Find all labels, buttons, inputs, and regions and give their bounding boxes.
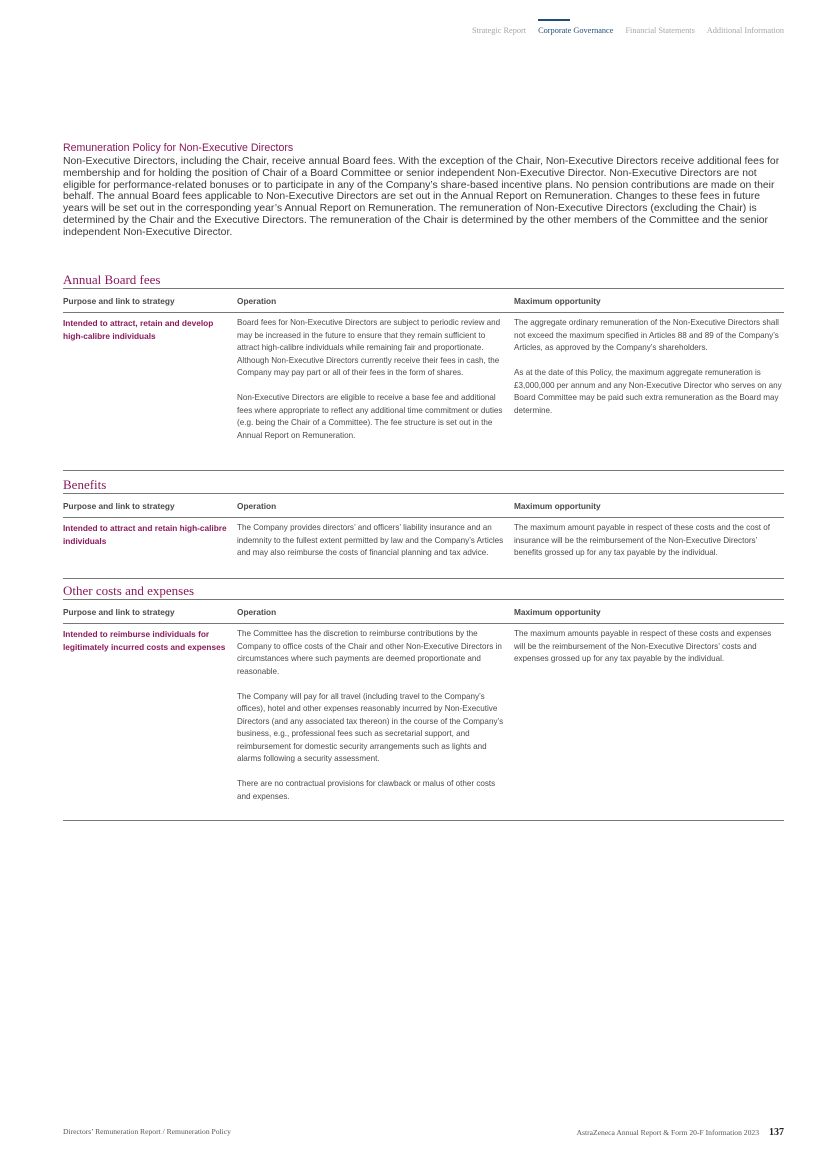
intro-block xyxy=(63,142,785,238)
column-header-operation: Operation xyxy=(237,606,277,617)
table-row xyxy=(63,624,784,821)
tab-additional-information[interactable]: Additional Information xyxy=(706,26,784,35)
page-number: 137 xyxy=(769,1127,784,1138)
operation-paragraph: The Committee has the discretion to reimburse contributions by the Company to office costs of the Chair and other Non-Executive Directors in circumstances where such payments are deemed proportionate and reasonable. xyxy=(237,629,502,676)
column-header-operation: Operation xyxy=(237,500,277,511)
section-title: Other costs and expenses xyxy=(63,583,195,598)
maximum-cell xyxy=(514,624,784,820)
maximum-paragraph: As at the date of this Policy, the maximum aggregate remuneration is £3,000,000 per annum and any Non-Executive Director who serves on any Board Committee may be paid such extra remuneration as the Board may determine. xyxy=(514,368,782,415)
table-header-row xyxy=(63,288,784,313)
section-benefits xyxy=(63,477,784,579)
table-row xyxy=(63,518,784,579)
maximum-cell xyxy=(514,518,784,578)
operation-paragraph: The Company provides directors’ and officers’ liability insurance and an indemnity to the fullest extent permitted by law and the Company’s Articles and may also reimburse the costs of financial planning and tax advice. xyxy=(237,523,504,557)
purpose-cell: Intended to attract, retain and develop high-calibre individuals xyxy=(63,318,214,341)
column-header-operation: Operation xyxy=(237,295,277,306)
column-header-purpose: Purpose and link to strategy xyxy=(63,500,175,511)
column-header-purpose: Purpose and link to strategy xyxy=(63,606,175,617)
operation-cell xyxy=(237,624,514,820)
table-header-row xyxy=(63,493,784,518)
section-annual-board-fees xyxy=(63,272,784,471)
tab-financial-statements[interactable]: Financial Statements xyxy=(625,26,695,35)
table-header-row xyxy=(63,599,784,624)
tab-strategic-report[interactable]: Strategic Report xyxy=(471,26,527,35)
purpose-cell: Intended to attract and retain high-calibre individuals xyxy=(63,523,227,546)
maximum-paragraph: The maximum amounts payable in respect of these costs and expenses will be the reimbursement of the Non-Executive Directors’ costs and expenses grossed up for any tax payable by the individual. xyxy=(514,629,772,663)
section-other-costs xyxy=(63,583,784,821)
top-navigation xyxy=(472,19,784,35)
tab-corporate-governance[interactable]: Corporate Governance xyxy=(538,19,613,35)
operation-cell xyxy=(237,313,514,470)
footer-report-title: AstraZeneca Annual Report & Form 20-F Information 2023 xyxy=(576,1128,759,1137)
operation-paragraph: There are no contractual provisions for clawback or malus of other costs and expenses. xyxy=(237,779,496,801)
section-title: Annual Board fees xyxy=(63,272,161,287)
section-title: Benefits xyxy=(63,477,107,492)
footer-right xyxy=(577,1127,784,1138)
maximum-cell xyxy=(514,313,784,470)
maximum-paragraph: The maximum amount payable in respect of these costs and the cost of insurance will be the reimbursement of the Non-Executive Directors’ benefits grossed up for any tax payable by the individual. xyxy=(514,523,770,557)
footer-breadcrumb: Directors’ Remuneration Report / Remuneration Policy xyxy=(63,1127,231,1136)
intro-heading: Remuneration Policy for Non-Executive Directors xyxy=(63,142,294,154)
intro-body: Non-Executive Directors, including the Chair, receive annual Board fees. With the exception of the Chair, Non-Executive Directors receive additional fees for membership and for holding the position of Chair of a Board Committee or senior independent Non-Executive Director. Non-Executive Directors are not eligible for performance-related bonuses or to participate in any of the Company’s share-based incentive plans. No pension contributions are made on their behalf. The annual Board fees applicable to Non-Executive Directors are set out in the Annual Report on Remuneration. Changes to these fees in future years will be set out in the corresponding year’s Annual Report on Remuneration. The remuneration of Non-Executive Directors (excluding the Chair) is determined by the Chair and the Executive Directors. The remuneration of the Chair is determined by the other members of the Committee and the senior independent Non-Executive Director. xyxy=(63,156,780,238)
operation-cell xyxy=(237,518,514,578)
purpose-cell: Intended to reimburse individuals for legitimately incurred costs and expenses xyxy=(63,629,226,652)
operation-paragraph: Board fees for Non-Executive Directors are subject to periodic review and may be increased in the future to ensure that they remain sufficient to attract high-calibre individuals while remaining fair and proportionate. Although Non-Executive Directors currently receive their fees in cash, the Company may pay part or all of their fees in the form of shares. xyxy=(237,318,501,377)
column-header-purpose: Purpose and link to strategy xyxy=(63,295,175,306)
column-header-maximum: Maximum opportunity xyxy=(514,295,601,306)
table-row xyxy=(63,313,784,471)
operation-paragraph: The Company will pay for all travel (including travel to the Company’s offices), hotel and other expenses reasonably incurred by Non-Executive Directors (and any associated tax thereon) in the course of the Company’s business, e.g., professional fees such as secretarial support, and reimbursement for domestic security arrangements such as lights and alarms following a security assessment. xyxy=(237,691,504,763)
column-header-maximum: Maximum opportunity xyxy=(514,500,601,511)
operation-paragraph: Non-Executive Directors are eligible to receive a base fee and additional fees where appropriate to reflect any additional time commitment or duties (e.g. being the Chair of a Committee). The fee structure is set out in the Annual Report on Remuneration. xyxy=(237,393,503,440)
maximum-paragraph: The aggregate ordinary remuneration of the Non-Executive Directors shall not exceed the maximum specified in Articles 88 and 89 of the Company’s Articles, as approved by the Company’s shareholders. xyxy=(514,318,779,352)
column-header-maximum: Maximum opportunity xyxy=(514,606,601,617)
